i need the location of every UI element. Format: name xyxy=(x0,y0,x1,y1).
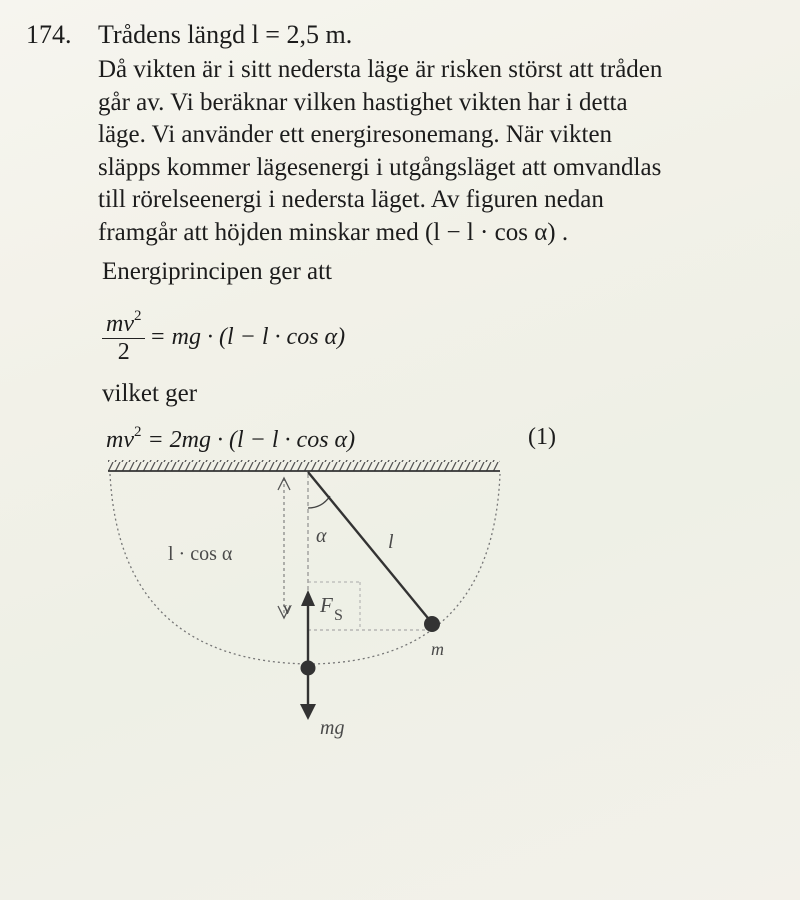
lcos-label: l · cos α xyxy=(168,543,233,565)
equation-lhs: mv xyxy=(106,427,134,453)
then-text: vilket ger xyxy=(102,380,198,407)
problem-heading: Trådens längd l = 2,5 m. xyxy=(98,20,353,49)
weight-label: mg xyxy=(320,717,345,739)
problem-number: 174. xyxy=(26,20,72,49)
kinetic-energy-fraction xyxy=(102,308,145,366)
tension-subscript: S xyxy=(334,607,343,624)
paragraph-line: Då vikten är i sitt nedersta läge är risken störst att tråden xyxy=(98,56,663,83)
energy-equation xyxy=(102,308,345,366)
paragraph-line: till rörelseenergi i nedersta läget. Av figuren nedan xyxy=(98,186,604,213)
velocity-label: v xyxy=(283,598,292,618)
equation-number: (1) xyxy=(528,424,556,450)
alpha-label: α xyxy=(316,525,327,547)
swing-arc xyxy=(110,474,500,664)
paragraph-line: läge. Vi använder ett energiresonemang. När vikten xyxy=(98,121,613,148)
equation-rhs: = 2mg · (l − l · cos α) xyxy=(141,427,356,453)
tension-label: F xyxy=(320,593,333,617)
mass-label: m xyxy=(431,639,444,659)
paragraph-line: släpps kommer lägesenergi i utgångsläget att omvandlas xyxy=(98,153,662,181)
result-equation xyxy=(106,424,355,454)
solution-paragraph xyxy=(98,54,768,249)
gravity-arrowhead-icon xyxy=(300,704,316,720)
tension-arrowhead-icon xyxy=(301,590,315,606)
exponent: 2 xyxy=(133,308,142,324)
pendulum-diagram xyxy=(100,452,520,752)
energy-principle-intro: Energiprincipen ger att xyxy=(102,258,333,285)
paragraph-line: går av. Vi beräknar vilken hastighet vikten har i detta xyxy=(98,88,628,116)
exponent: 2 xyxy=(133,424,142,440)
paragraph-line: framgår att höjden minskar med (l − l · cos α) . xyxy=(98,218,569,246)
fraction-numerator: mv xyxy=(106,311,134,337)
ceiling-hatch xyxy=(108,460,500,471)
equation-rhs: = mg · (l − l · cos α) xyxy=(149,323,346,350)
fraction-denominator: 2 xyxy=(117,339,130,365)
length-label: l xyxy=(388,531,394,553)
angle-arc xyxy=(308,496,330,508)
pendulum-bob xyxy=(424,616,440,632)
